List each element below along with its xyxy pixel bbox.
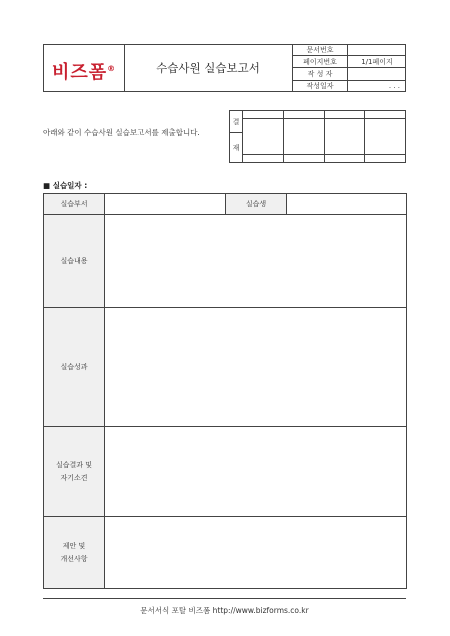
suggestions-label [44, 517, 105, 589]
meta-label: 문서번호 [293, 44, 348, 56]
department-field[interactable] [105, 194, 226, 215]
logo-text: 비즈폼 [52, 62, 108, 83]
approval-date-cell[interactable] [365, 155, 406, 163]
approval-date-cell[interactable] [324, 155, 365, 163]
approval-sign-cell[interactable] [365, 119, 406, 155]
meta-label: 작성일자 [293, 80, 348, 92]
document-title: 수습사원 실습보고서 [156, 61, 260, 75]
training-outcome-label: 실습성과 [44, 308, 105, 427]
page-number-value: 1/1페이지 [348, 56, 407, 68]
approval-sign-cell[interactable] [243, 119, 284, 155]
approval-sign-cell[interactable] [283, 119, 324, 155]
approval-title-cell[interactable] [283, 111, 324, 119]
training-content-field[interactable] [105, 215, 407, 308]
trainee-label: 실습생 [226, 194, 287, 215]
result-opinion-label-line2: 자기소견 [60, 473, 88, 482]
suggestions-label-line1: 제안 및 [62, 541, 86, 550]
training-date-heading: ■ 실습일자 : [43, 181, 88, 190]
meta-label: 페이지번호 [293, 56, 348, 68]
approval-label-bottom: 재 [230, 133, 243, 163]
approval-box [229, 110, 406, 162]
footer-text: 문서서식 포탈 비즈폼 http://www.bizforms.co.kr [140, 606, 309, 615]
trainee-field[interactable] [287, 194, 407, 215]
bizforms-logo [52, 58, 116, 84]
approval-title-cell[interactable] [324, 111, 365, 119]
training-content-label: 실습내용 [44, 215, 105, 308]
meta-label: 작 성 자 [293, 68, 348, 80]
result-opinion-field[interactable] [105, 427, 407, 517]
result-opinion-label-line1: 실습결과 및 [55, 460, 93, 469]
approval-date-cell[interactable] [283, 155, 324, 163]
approval-title-cell[interactable] [365, 111, 406, 119]
department-label: 실습부서 [44, 194, 105, 215]
suggestions-field[interactable] [105, 517, 407, 589]
approval-sign-cell[interactable] [324, 119, 365, 155]
approval-title-cell[interactable] [243, 111, 284, 119]
training-report-form [43, 193, 406, 588]
document-number-field[interactable] [348, 44, 407, 56]
date-field[interactable]: . . . [348, 80, 407, 92]
submission-statement: 아래와 같이 수습사원 실습보고서를 제출합니다. [43, 128, 200, 137]
footer-divider [43, 598, 406, 599]
document-meta [292, 44, 406, 92]
author-field[interactable] [348, 68, 407, 80]
result-opinion-label [44, 427, 105, 517]
approval-date-cell[interactable] [243, 155, 284, 163]
training-outcome-field[interactable] [105, 308, 407, 427]
approval-label-top: 결 [230, 111, 243, 133]
suggestions-label-line2: 개선사항 [60, 554, 88, 563]
registered-mark: ® [107, 64, 117, 73]
